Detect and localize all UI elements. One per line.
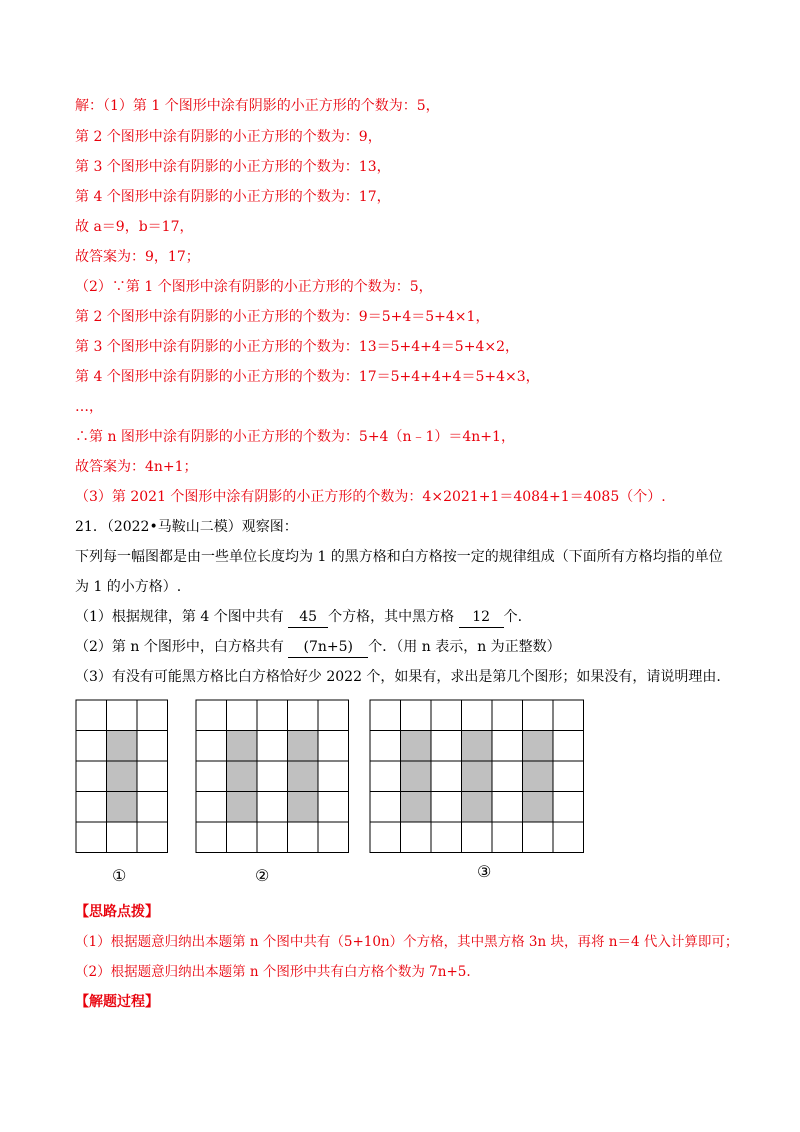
white-square: [257, 792, 288, 823]
black-square: [288, 761, 319, 792]
black-square: [107, 731, 138, 762]
solution-line: 第 4 个图形中涂有阴影的小正方形的个数为：17，: [75, 189, 391, 205]
white-square: [431, 822, 462, 853]
white-square: [257, 822, 288, 853]
solution-line: 第 2 个图形中涂有阴影的小正方形的个数为：9，: [75, 129, 382, 145]
solution-line: …，: [75, 399, 103, 415]
white-square: [401, 822, 432, 853]
white-square: [227, 822, 258, 853]
white-square: [492, 731, 523, 762]
black-square: [462, 731, 493, 762]
solution-line: 第 2 个图形中涂有阴影的小正方形的个数为：9＝5+4＝5+4×1，: [75, 309, 490, 325]
white-square: [492, 792, 523, 823]
white-square: [431, 792, 462, 823]
white-square: [318, 700, 349, 731]
black-square: [227, 761, 258, 792]
hint-line: （2）根据题意归纳出本题第 n 个图形中共有白方格个数为 7n+5.: [75, 964, 471, 980]
solution-line: 解：（1）第 1 个图形中涂有阴影的小正方形的个数为：5，: [75, 98, 440, 114]
black-square: [107, 761, 138, 792]
white-square: [553, 822, 584, 853]
white-square: [137, 700, 168, 731]
black-square: [288, 792, 319, 823]
white-square: [76, 792, 107, 823]
white-square: [318, 792, 349, 823]
solution-line: 第 4 个图形中涂有阴影的小正方形的个数为：17＝5+4+4+4＝5+4×3，: [75, 369, 540, 385]
black-square: [107, 792, 138, 823]
solution-line: 故 a＝9，b＝17，: [75, 219, 194, 235]
white-square: [431, 731, 462, 762]
white-square: [137, 822, 168, 853]
problem-intro: 为 1 的小方格）.: [75, 579, 182, 595]
black-square: [227, 731, 258, 762]
white-square: [107, 700, 138, 731]
white-square: [401, 700, 432, 731]
white-square: [288, 700, 319, 731]
question-1-middle: 个方格，其中黑方格: [328, 609, 459, 625]
white-square: [431, 761, 462, 792]
white-square: [196, 792, 227, 823]
black-square: [288, 731, 319, 762]
white-square: [553, 700, 584, 731]
figure-label-3: ③: [477, 862, 492, 881]
answer-black-squares: 12: [459, 607, 504, 628]
process-title: 【解题过程】: [75, 994, 159, 1010]
black-square: [401, 761, 432, 792]
solution-line: 第 3 个图形中涂有阴影的小正方形的个数为：13＝5+4+4＝5+4×2，: [75, 339, 519, 355]
white-square: [76, 822, 107, 853]
white-square: [137, 792, 168, 823]
hints-title: 【思路点拨】: [75, 904, 159, 920]
white-square: [318, 822, 349, 853]
white-square: [137, 761, 168, 792]
white-square: [370, 700, 401, 731]
white-square: [196, 700, 227, 731]
problem-intro: 下列每一幅图都是由一些单位长度均为 1 的黑方格和白方格按一定的规律组成（下面所有方格均指的单位: [75, 549, 723, 565]
white-square: [553, 761, 584, 792]
white-square: [257, 731, 288, 762]
answer-total-squares: 45: [288, 607, 328, 628]
solution-line: ∴第 n 图形中涂有阴影的小正方形的个数为：5+4（n﹣1）＝4n+1，: [75, 429, 515, 445]
black-square: [462, 792, 493, 823]
white-square: [288, 822, 319, 853]
white-square: [492, 700, 523, 731]
white-square: [76, 761, 107, 792]
solution-line: （2）∵第 1 个图形中涂有阴影的小正方形的个数为：5，: [75, 279, 433, 295]
black-square: [523, 731, 554, 762]
white-square: [196, 822, 227, 853]
white-square: [492, 761, 523, 792]
question-3: （3）有没有可能黑方格比白方格恰好少 2022 个，如果有，求出是第几个图形；如果没有，请说明理由.: [75, 669, 721, 685]
white-square: [76, 731, 107, 762]
black-square: [227, 792, 258, 823]
white-square: [370, 761, 401, 792]
white-square: [76, 700, 107, 731]
black-square: [523, 792, 554, 823]
problem-header: 21．（2022•马鞍山二模）观察图：: [75, 519, 298, 535]
white-square: [370, 731, 401, 762]
solution-line: 故答案为：4n+1；: [75, 459, 198, 475]
white-square: [553, 731, 584, 762]
white-square: [257, 700, 288, 731]
white-square: [370, 822, 401, 853]
white-square: [523, 700, 554, 731]
white-square: [196, 761, 227, 792]
white-square: [492, 822, 523, 853]
hint-line: （1）根据题意归纳出本题第 n 个图中共有（5+10n）个方格，其中黑方格 3n 块，再将 n＝4 代入计算即可；: [75, 934, 739, 950]
white-square: [318, 731, 349, 762]
solution-line: 第 3 个图形中涂有阴影的小正方形的个数为：13，: [75, 159, 391, 175]
white-square: [318, 761, 349, 792]
white-square: [227, 700, 258, 731]
solution-line: （3）第 2021 个图形中涂有阴影的小正方形的个数为：4×2021+1＝4084+1＝4085（个）.: [75, 489, 666, 505]
question-2-prefix: （2）第 n 个图形中，白方格共有: [75, 639, 289, 655]
white-square: [137, 731, 168, 762]
black-square: [401, 792, 432, 823]
question-1-prefix: （1）根据规律，第 4 个图中共有: [75, 609, 289, 625]
white-square: [257, 761, 288, 792]
white-square: [462, 822, 493, 853]
black-square: [462, 761, 493, 792]
white-square: [462, 700, 493, 731]
question-2-suffix: 个．（用 n 表示，n 为正整数）: [368, 639, 561, 655]
black-square: [401, 731, 432, 762]
white-square: [523, 822, 554, 853]
white-square: [107, 822, 138, 853]
figure-label-2: ②: [255, 866, 270, 885]
white-square: [553, 792, 584, 823]
question-1-suffix: 个.: [503, 609, 523, 625]
figure-label-1: ①: [112, 866, 127, 885]
black-square: [523, 761, 554, 792]
answer-white-squares: (7n+5): [288, 637, 368, 658]
white-square: [370, 792, 401, 823]
white-square: [431, 700, 462, 731]
solution-line: 故答案为：9，17；: [75, 249, 200, 265]
white-square: [196, 731, 227, 762]
